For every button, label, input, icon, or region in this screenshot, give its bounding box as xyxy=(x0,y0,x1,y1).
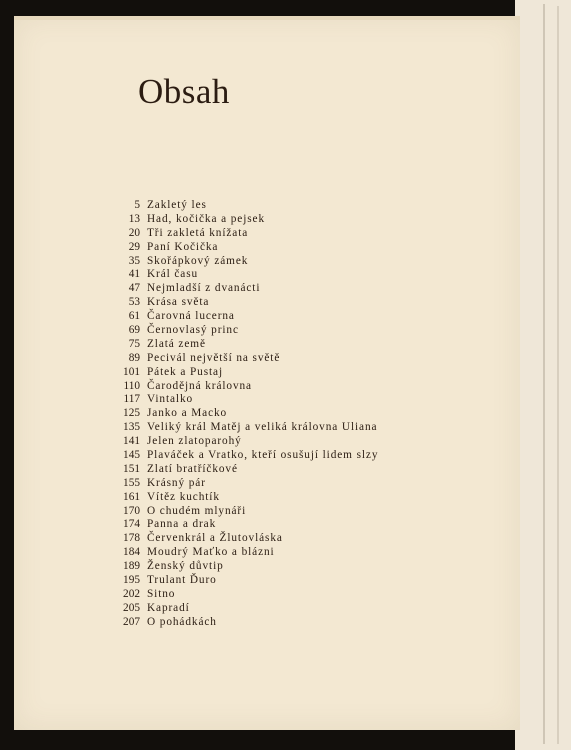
toc-page-number: 110 xyxy=(123,379,140,392)
toc-entry xyxy=(110,588,450,602)
toc-entry xyxy=(110,616,450,630)
toc-entry xyxy=(110,518,450,532)
toc-page-number: 151 xyxy=(123,462,140,475)
toc-entry xyxy=(110,282,450,296)
toc-page-number: 205 xyxy=(123,601,140,614)
toc-entry xyxy=(110,227,450,241)
toc-entry-title: Plaváček a Vratko, kteří osušují lidem slzy xyxy=(147,449,379,462)
toc-entry xyxy=(110,491,450,505)
toc-entry-title: Had, kočička a pejsek xyxy=(147,212,266,225)
toc-entry-title: Čarodějná královna xyxy=(147,379,252,392)
page-title: Obsah xyxy=(138,72,230,111)
toc-page-number: 135 xyxy=(123,421,140,434)
toc-page-number: 174 xyxy=(123,518,140,531)
toc-page-number: 141 xyxy=(123,435,140,448)
toc-entry-title: Kapradí xyxy=(147,601,190,614)
toc-entry-title: Janko a Macko xyxy=(147,407,228,420)
toc-entry-title: Zlatá země xyxy=(147,337,206,350)
toc-entry-title: Černovlasý princ xyxy=(147,324,239,337)
cover-layer-line xyxy=(557,6,559,744)
toc-page-number: 125 xyxy=(123,407,140,420)
toc-page-number: 20 xyxy=(128,226,140,239)
toc-entry-title: Moudrý Maťko a blázni xyxy=(147,546,275,559)
toc-entry xyxy=(110,560,450,574)
toc-entry-title: Pecivál největší na světě xyxy=(147,351,281,364)
toc-entry-title: Krásný pár xyxy=(147,476,206,489)
toc-entry-title: Jelen zlatoparohý xyxy=(147,435,242,448)
toc-entry xyxy=(110,380,450,394)
toc-entry-title: Ženský důvtip xyxy=(147,560,224,573)
toc-entry xyxy=(110,574,450,588)
toc-entry xyxy=(110,477,450,491)
book-page xyxy=(14,16,520,730)
toc-entry xyxy=(110,407,450,421)
toc-page-number: 75 xyxy=(128,337,140,350)
toc-entry xyxy=(110,463,450,477)
toc-entry-title: Skořápkový zámek xyxy=(147,254,249,267)
toc-entry-title: Vítěz kuchtík xyxy=(147,490,220,503)
toc-page-number: 5 xyxy=(134,199,140,211)
toc-entry-title: Čarovná lucerna xyxy=(147,310,235,323)
toc-entry-title: Pátek a Pustaj xyxy=(147,365,223,378)
toc-entry xyxy=(110,296,450,310)
toc-page-number: 145 xyxy=(123,449,140,462)
toc-page-number: 161 xyxy=(123,490,140,503)
toc-entry xyxy=(110,352,450,366)
toc-page-number: 35 xyxy=(128,254,140,267)
toc-entry-title: Sitno xyxy=(147,587,176,600)
toc-page-number: 89 xyxy=(128,351,140,364)
toc-entry xyxy=(110,602,450,616)
toc-entry xyxy=(110,338,450,352)
toc-page-number: 155 xyxy=(123,476,140,489)
table-of-contents xyxy=(110,199,450,630)
toc-entry xyxy=(110,532,450,546)
toc-entry xyxy=(110,324,450,338)
toc-entry-title: Veliký král Matěj a veliká královna Uliana xyxy=(147,421,378,434)
toc-page-number: 178 xyxy=(123,532,140,545)
toc-entry xyxy=(110,255,450,269)
toc-entry-title: Zlatí bratříčkové xyxy=(147,462,238,475)
toc-entry xyxy=(110,505,450,519)
toc-page-number: 117 xyxy=(123,393,140,406)
toc-page-number: 202 xyxy=(123,587,140,600)
toc-page-number: 189 xyxy=(123,560,140,573)
toc-entry-title: Nejmladší z dvanácti xyxy=(147,282,261,295)
toc-entry xyxy=(110,421,450,435)
toc-entry-title: Paní Kočička xyxy=(147,240,219,253)
toc-entry-title: Tři zakletá knížata xyxy=(147,226,249,239)
toc-page-number: 47 xyxy=(128,282,140,295)
toc-entry-title: Král času xyxy=(147,268,199,281)
toc-page-number: 61 xyxy=(128,310,140,323)
toc-entry-title: Trulant Ďuro xyxy=(147,574,217,587)
toc-page-number: 207 xyxy=(123,615,140,628)
toc-entry xyxy=(110,435,450,449)
toc-page-number: 53 xyxy=(128,296,140,309)
toc-entry-title: Panna a drak xyxy=(147,518,217,531)
toc-entry xyxy=(110,241,450,255)
toc-entry xyxy=(110,310,450,324)
cover-layer-line xyxy=(543,4,545,744)
toc-entry xyxy=(110,449,450,463)
toc-entry-title: O pohádkách xyxy=(147,615,217,628)
toc-page-number: 170 xyxy=(123,504,140,517)
toc-entry-title: Zakletý les xyxy=(147,199,207,211)
toc-page-number: 69 xyxy=(128,324,140,337)
toc-page-number: 101 xyxy=(123,365,140,378)
toc-entry xyxy=(110,268,450,282)
toc-entry xyxy=(110,546,450,560)
toc-page-number: 29 xyxy=(128,240,140,253)
toc-entry xyxy=(110,213,450,227)
toc-entry-title: Červenkrál a Žlutovláska xyxy=(147,532,283,545)
toc-page-number: 13 xyxy=(128,212,140,225)
toc-entry-title: Krása světa xyxy=(147,296,210,309)
toc-page-number: 41 xyxy=(128,268,140,281)
toc-entry xyxy=(110,366,450,380)
toc-entry-title: Vintalko xyxy=(147,393,194,406)
toc-entry xyxy=(110,199,450,213)
toc-page-number: 195 xyxy=(123,574,140,587)
toc-page-number: 184 xyxy=(123,546,140,559)
toc-entry xyxy=(110,393,450,407)
toc-entry-title: O chudém mlynáři xyxy=(147,504,247,517)
